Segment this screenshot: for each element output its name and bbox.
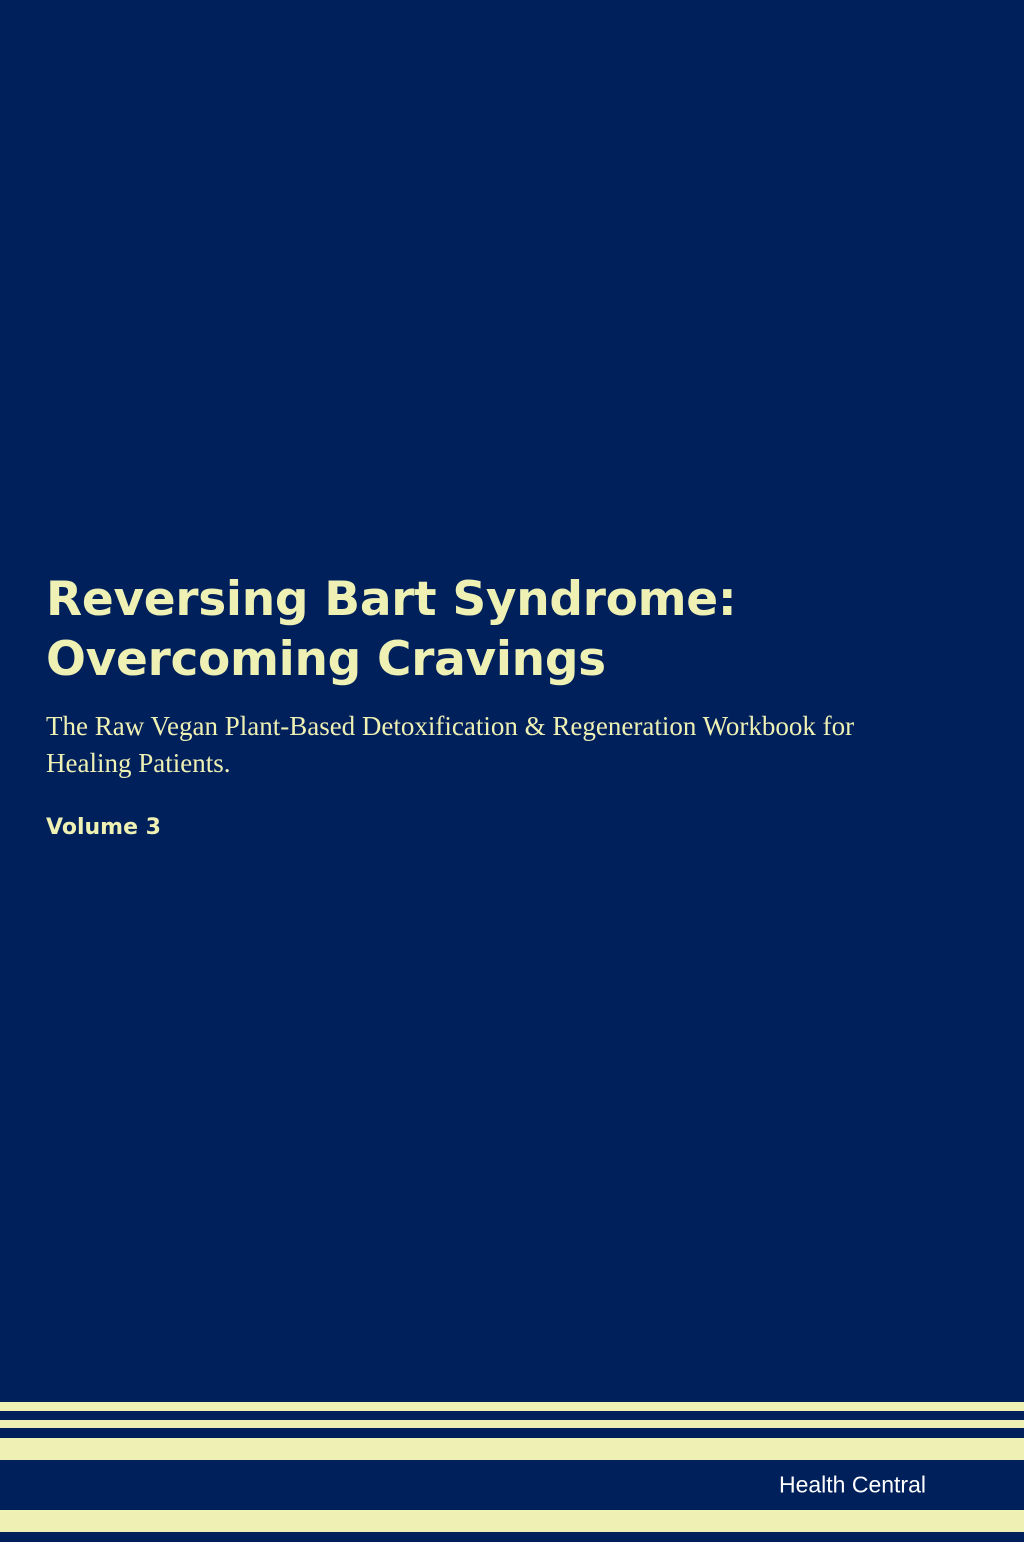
stripe-cream-2	[0, 1420, 1024, 1428]
page-title: Reversing Bart Syndrome: Overcoming Cravings	[46, 572, 737, 688]
cover-subtitle: The Raw Vegan Plant-Based Detoxification & Regeneration Workbook for Healing Patients.	[46, 711, 855, 778]
cover-title-block	[46, 570, 926, 840]
cover-volume-label: Volume 3	[46, 815, 161, 841]
publisher-name: Health Central	[778, 1471, 926, 1498]
stripe-cream-4	[0, 1510, 1024, 1532]
stripe-cream-3	[0, 1438, 1024, 1460]
stripe-navy-1	[0, 1411, 1024, 1420]
stripe-navy-3	[0, 1532, 1024, 1542]
publisher-bar	[0, 1460, 1024, 1510]
stripe-cream-1	[0, 1402, 1024, 1411]
stripe-navy-2	[0, 1428, 1024, 1438]
cover-stripe-decoration	[0, 1402, 1024, 1542]
